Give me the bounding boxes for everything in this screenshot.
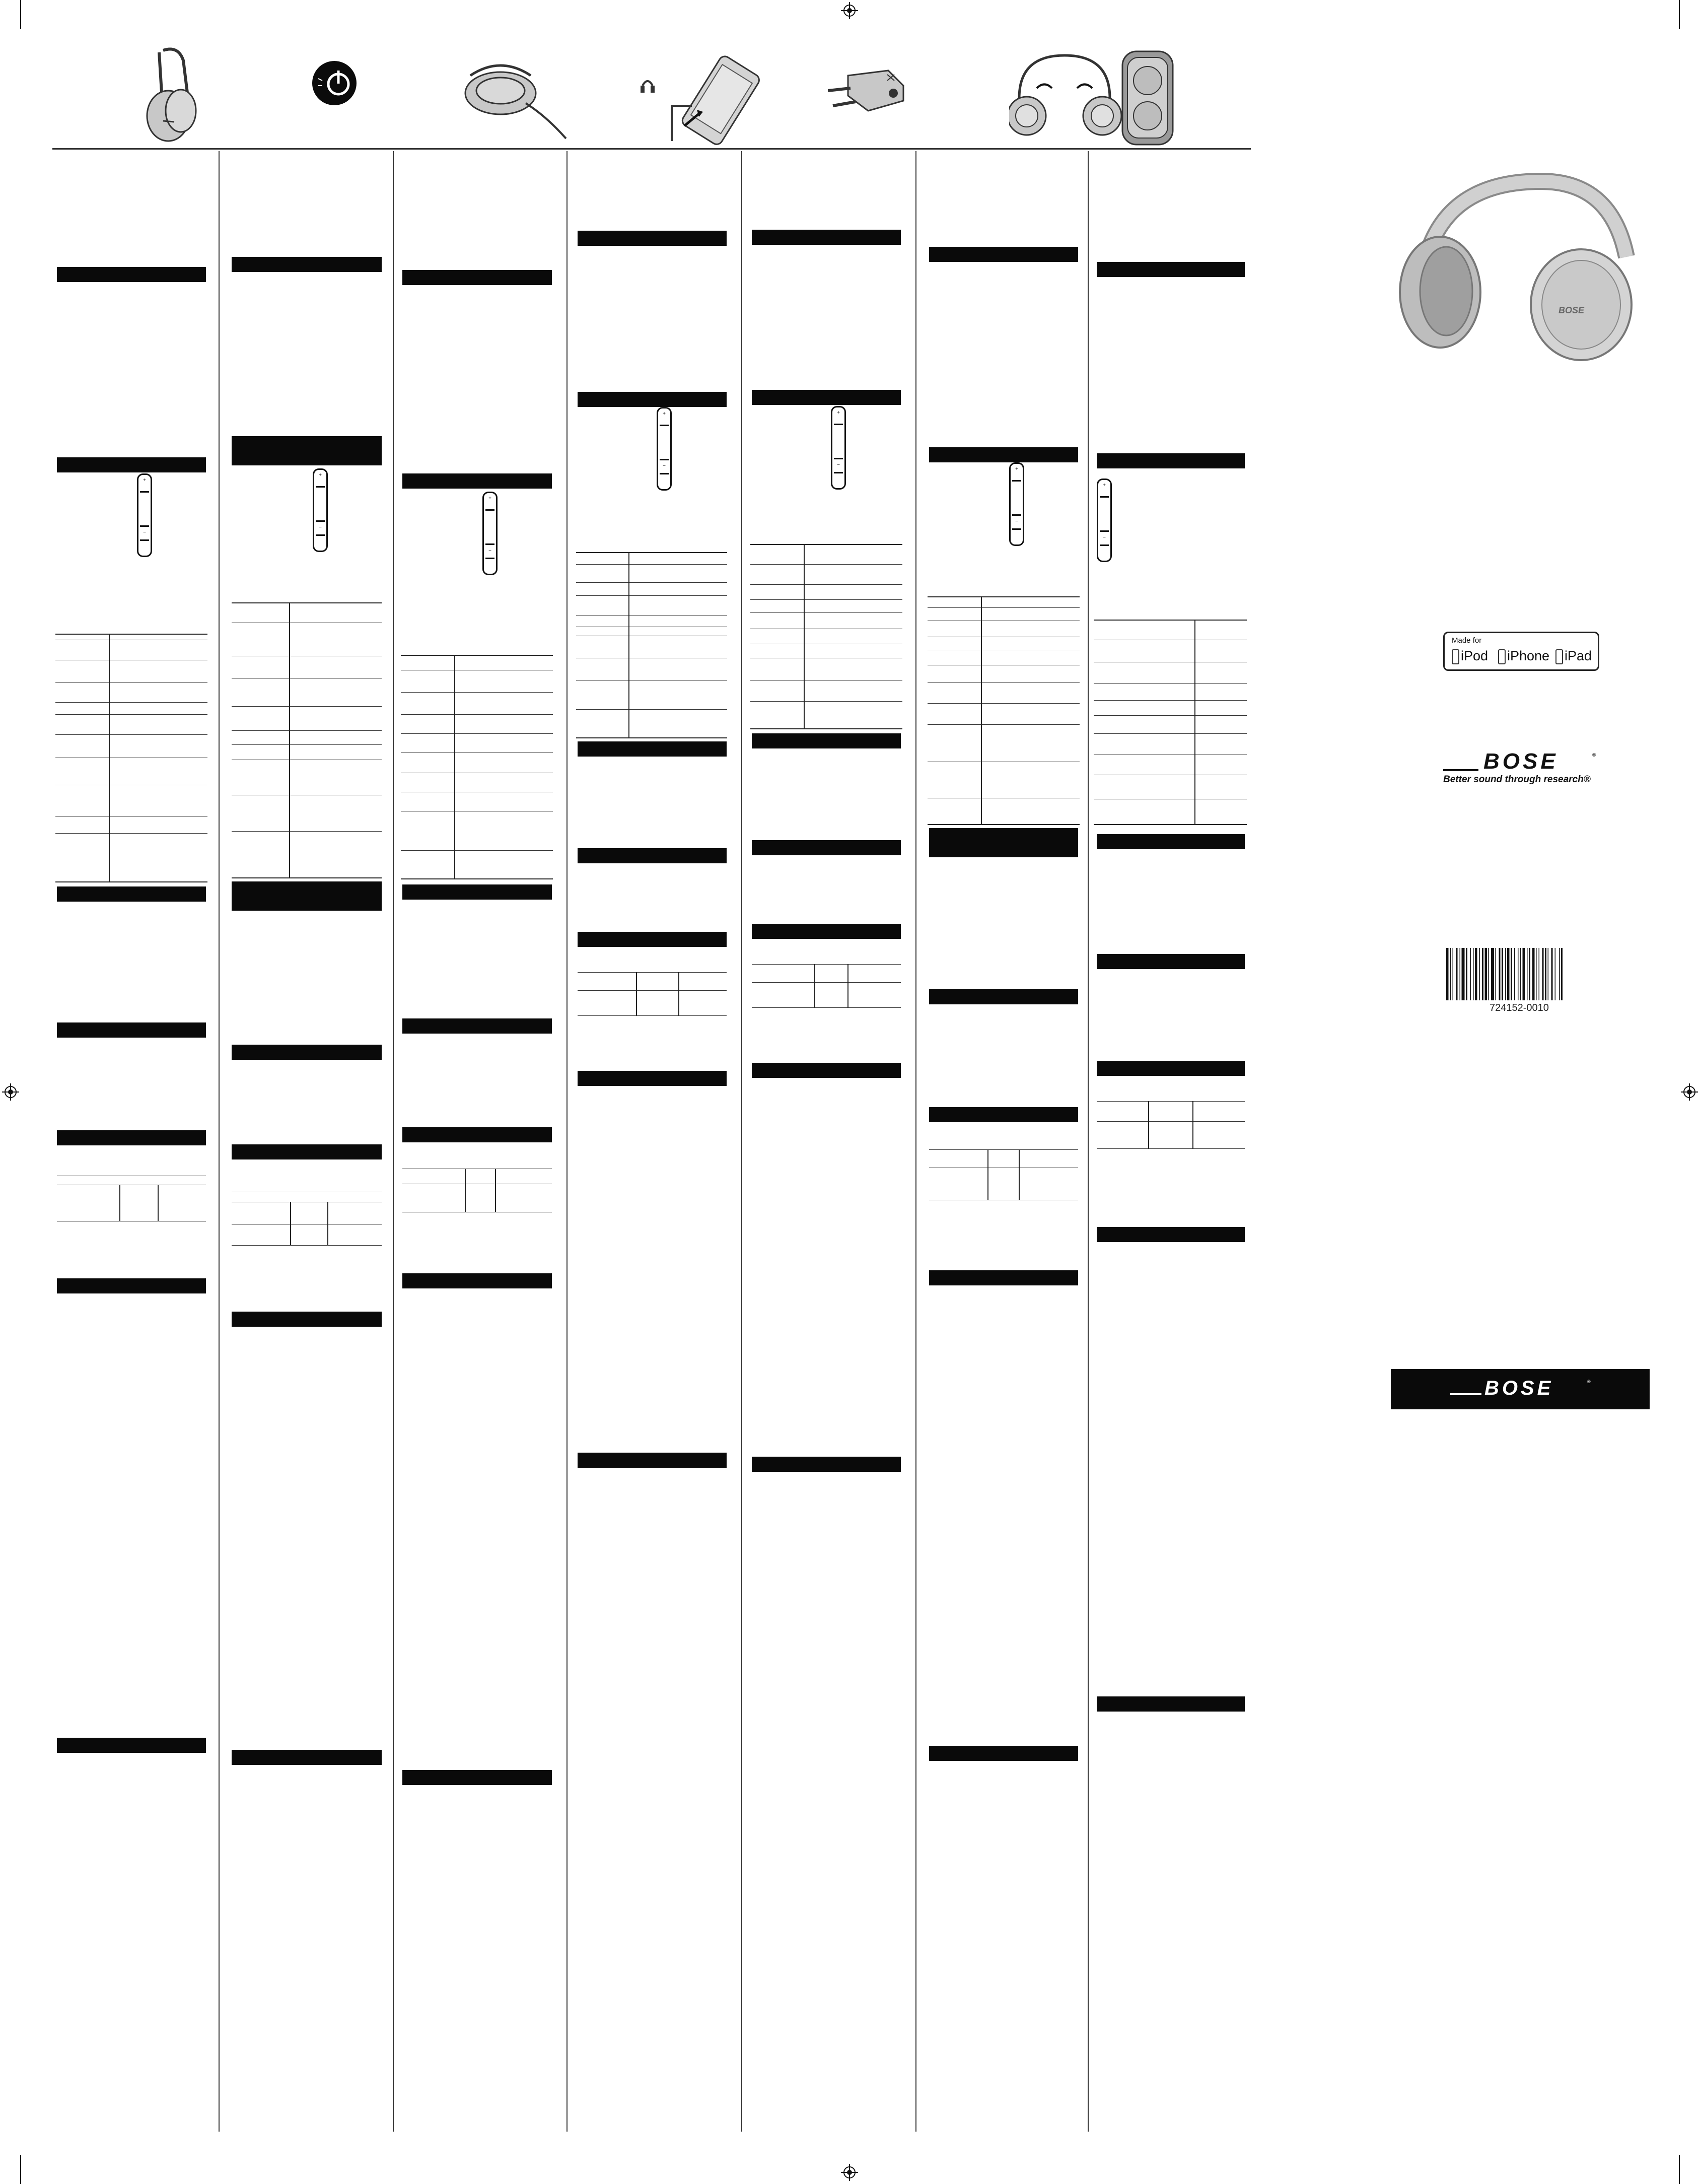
power-button-icon	[304, 60, 365, 106]
barcode-bar	[1489, 948, 1490, 1000]
barcode-bar	[1527, 948, 1528, 1000]
barcode-bar	[1551, 948, 1553, 1000]
iphone-icon	[1498, 649, 1506, 664]
made-for-ipod-iphone-ipad-badge	[1443, 632, 1599, 671]
badge-device-iphone: iPhone	[1507, 648, 1550, 663]
section-heading-bar	[57, 1278, 206, 1293]
section-heading-bar	[752, 840, 901, 855]
barcode-bar	[1470, 948, 1471, 1000]
brand-tagline: Better sound through research®	[1443, 774, 1591, 785]
barcode-bar	[1502, 948, 1503, 1000]
barcode-bar	[1520, 948, 1521, 1000]
barcode-bar	[1542, 948, 1544, 1000]
section-heading-bar	[929, 1107, 1078, 1122]
registered-mark: ®	[1592, 753, 1596, 758]
barcode-bar	[1505, 948, 1506, 1000]
section-heading-bar	[752, 390, 901, 405]
info-table	[402, 1169, 552, 1213]
volume-up-icon: +	[1015, 466, 1018, 472]
section-heading-bar	[578, 848, 727, 863]
barcode-bar	[1539, 948, 1540, 1000]
badge-made-for: Made for	[1452, 636, 1482, 645]
column-divider	[741, 151, 742, 2132]
barcode-bar	[1450, 948, 1451, 1000]
airline-adapter-icon	[828, 65, 908, 126]
earcup-logo: BOSE	[1559, 305, 1585, 315]
section-heading-bar	[57, 457, 206, 472]
registration-mark-icon	[841, 2164, 858, 2181]
info-table	[401, 655, 553, 879]
section-heading-bar	[929, 828, 1078, 857]
section-heading-bar	[1097, 262, 1245, 277]
remote-control-icon	[482, 492, 498, 575]
barcode-bar	[1456, 948, 1458, 1000]
barcode-bar	[1466, 948, 1467, 1000]
section-heading-bar	[402, 1273, 552, 1288]
barcode-bar	[1496, 948, 1497, 1000]
volume-up-icon: +	[663, 411, 666, 417]
remote-control-icon	[657, 407, 672, 491]
ipod-icon	[1452, 649, 1459, 664]
section-heading-bar	[232, 257, 382, 272]
headphones-product-image	[1390, 171, 1642, 363]
info-table	[929, 1149, 1078, 1201]
section-heading-bar	[57, 267, 206, 282]
section-heading-bar	[929, 447, 1078, 462]
illustration-strip	[52, 45, 1251, 148]
barcode-bar	[1475, 948, 1477, 1000]
barcode-bar	[1462, 948, 1465, 1000]
barcode-bar	[1555, 948, 1556, 1000]
barcode-bar	[1446, 948, 1449, 1000]
section-heading-bar	[578, 231, 727, 246]
volume-down-icon: −	[488, 548, 491, 554]
barcode-bar	[1559, 948, 1560, 1000]
section-heading-bar	[752, 1063, 901, 1078]
remote-control-icon	[313, 468, 328, 552]
barcode-bar	[1523, 948, 1525, 1000]
section-heading-bar	[752, 733, 901, 748]
barcode-bar	[1485, 948, 1488, 1000]
section-heading-bar	[1097, 954, 1245, 969]
crop-mark	[1679, 0, 1680, 29]
section-heading-bar	[57, 1130, 206, 1145]
section-heading-bar	[1097, 1061, 1245, 1076]
section-heading-bar	[232, 1144, 382, 1159]
earcup-cable-icon	[460, 55, 576, 141]
registration-mark-icon	[841, 2, 858, 19]
volume-up-icon: +	[319, 472, 322, 478]
section-heading-bar	[1097, 1696, 1245, 1712]
barcode-bar	[1453, 948, 1454, 1000]
column-divider	[1088, 151, 1089, 2132]
headphones-folded-icon	[133, 45, 208, 146]
section-heading-bar	[578, 1071, 727, 1086]
section-heading-bar	[1097, 834, 1245, 849]
remote-control-icon	[1009, 462, 1024, 546]
section-heading-bar	[578, 1453, 727, 1468]
section-heading-bar	[1097, 1227, 1245, 1242]
section-heading-bar	[402, 473, 552, 489]
barcode-bar	[1514, 948, 1515, 1000]
ipad-icon	[1555, 649, 1563, 664]
section-heading-bar	[402, 884, 552, 900]
info-table	[750, 544, 902, 730]
section-heading-bar	[929, 247, 1078, 262]
barcode-bar	[1545, 948, 1546, 1000]
info-table	[57, 1176, 206, 1222]
crop-mark	[20, 2155, 21, 2184]
barcode-bar	[1473, 948, 1474, 1000]
section-heading-bar	[578, 932, 727, 947]
volume-down-icon: −	[837, 462, 840, 468]
logo-wordmark: BOSE	[1483, 749, 1559, 774]
info-table	[752, 964, 901, 1008]
column-divider	[566, 151, 568, 2132]
crop-mark	[20, 0, 21, 29]
registered-mark: ®	[1587, 1379, 1591, 1384]
volume-up-icon: +	[488, 496, 491, 501]
badge-device-ipod: iPod	[1461, 648, 1489, 663]
barcode-number: 724152-0010	[1490, 1002, 1549, 1013]
barcode-bar	[1548, 948, 1549, 1000]
section-heading-bar	[402, 1018, 552, 1034]
info-table	[232, 602, 382, 878]
volume-down-icon: −	[663, 463, 666, 469]
registration-mark-icon	[2, 1083, 19, 1101]
barcode-bar	[1518, 948, 1519, 1000]
section-heading-bar	[402, 1770, 552, 1785]
volume-down-icon: −	[1015, 519, 1018, 524]
section-heading-bar	[929, 1746, 1078, 1761]
earcups-rotate-and-case-icon	[1009, 50, 1175, 146]
info-table	[1094, 620, 1247, 826]
section-heading-bar	[929, 1270, 1078, 1285]
logo-underline	[1443, 769, 1478, 771]
barcode-bar	[1529, 948, 1530, 1000]
volume-down-icon: −	[143, 530, 146, 535]
volume-up-icon: +	[143, 477, 146, 483]
section-heading-bar	[1097, 453, 1245, 468]
header-rule	[52, 148, 1251, 150]
remote-control-icon	[831, 406, 846, 490]
smartphone-connection-icon	[636, 50, 767, 146]
info-table	[55, 634, 207, 884]
section-heading-bar	[752, 230, 901, 245]
volume-down-icon: −	[319, 525, 322, 530]
barcode-bar	[1479, 948, 1480, 1000]
logo-wordmark: BOSE	[1484, 1377, 1554, 1399]
remote-control-icon	[1097, 479, 1112, 562]
logo-underline	[1450, 1393, 1481, 1395]
info-table	[578, 972, 727, 1016]
barcode-bar	[1507, 948, 1510, 1000]
registration-mark-icon	[1681, 1083, 1698, 1101]
section-heading-bar	[232, 1750, 382, 1765]
section-heading-bar	[57, 1022, 206, 1038]
info-table	[576, 552, 727, 738]
column-divider	[915, 151, 916, 2132]
barcode	[1443, 948, 1601, 1001]
info-table	[928, 596, 1080, 825]
barcode-bar	[1499, 948, 1501, 1000]
badge-device-ipad: iPad	[1565, 648, 1592, 663]
remote-control-icon	[137, 473, 152, 557]
bose-logo-panel	[1391, 1369, 1650, 1409]
volume-down-icon: −	[1103, 535, 1106, 540]
info-table	[1097, 1101, 1245, 1149]
section-heading-bar	[752, 924, 901, 939]
section-heading-bar	[929, 989, 1078, 1004]
section-heading-bar	[402, 270, 552, 285]
info-table	[232, 1192, 382, 1246]
barcode-bar	[1511, 948, 1512, 1000]
column-divider	[219, 151, 220, 2132]
section-heading-bar	[232, 436, 382, 465]
barcode-bar	[1561, 948, 1563, 1000]
barcode-bar	[1491, 948, 1494, 1000]
column-divider	[393, 151, 394, 2132]
volume-up-icon: +	[1103, 483, 1106, 488]
barcode-bar	[1536, 948, 1537, 1000]
barcode-bar	[1482, 948, 1483, 1000]
barcode-bar	[1532, 948, 1535, 1000]
section-heading-bar	[402, 1127, 552, 1142]
section-heading-bar	[578, 392, 727, 407]
section-heading-bar	[232, 1312, 382, 1327]
volume-up-icon: +	[837, 410, 840, 416]
barcode-bar	[1460, 948, 1461, 1000]
section-heading-bar	[578, 741, 727, 757]
section-heading-bar	[57, 886, 206, 902]
section-heading-bar	[752, 1457, 901, 1472]
crop-mark	[1679, 2155, 1680, 2184]
section-heading-bar	[57, 1738, 206, 1753]
section-heading-bar	[232, 881, 382, 911]
bose-logo	[1443, 749, 1599, 775]
section-heading-bar	[232, 1045, 382, 1060]
